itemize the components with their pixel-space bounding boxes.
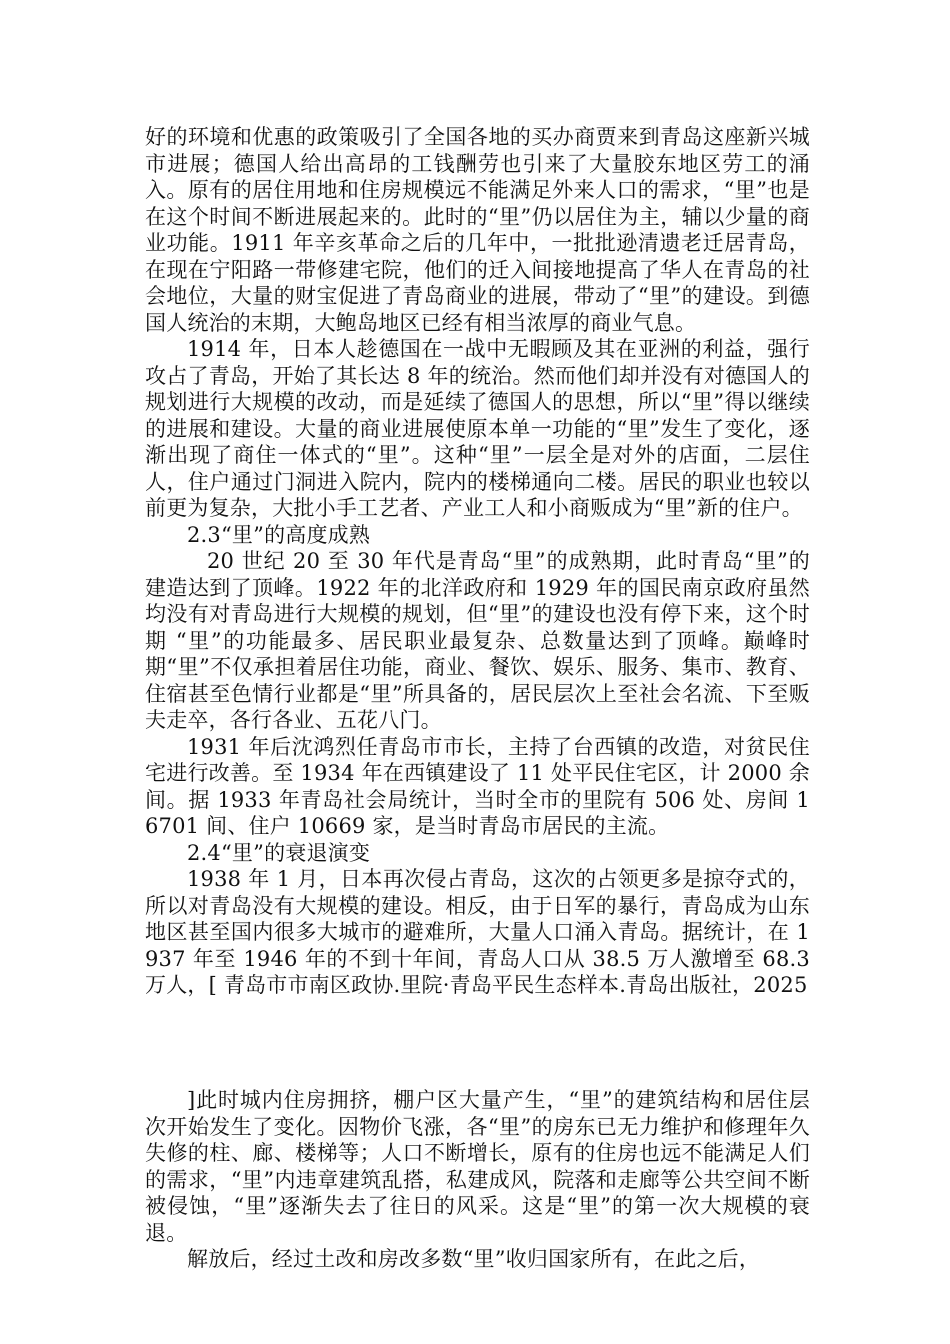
section-heading-2-3: 2.3“里”的高度成熟: [187, 522, 371, 547]
section-heading-2-4: 2.4“里”的衰退演变: [187, 840, 371, 865]
paragraph-shen-honglie: 1931 年后沈鸿烈任青岛市市长，主持了台西镇的改造，对贫民住宅进行改善。至 1934 年在西镇建设了 11 处平民住宅区，计 2000 余间。据 1933 年青岛社会局统计，当时全市的里院有 506 处、房间 16701 间、住户 10669 家，是当时青岛市居民的主流。: [145, 734, 810, 838]
paragraph-1938-occupation: 1938 年 1 月，日本再次侵占青岛，这次的占领更多是掠夺式的，所以对青岛没有大规模的建设。相反，由于日军的暴行，青岛成为山东地区甚至国内很多大城市的避难所，大量人口涌入青岛。据统计，在 1937 年至 1946 年的不到十年间，青岛人口从 38.5 万人激增至 68.3 万人，[ 青岛市市南区政协.里院·青岛平民生态样本.青岛出版社，2025: [145, 867, 810, 997]
body-text-lower: [145, 1087, 810, 1273]
paragraph-maturity-period: 20 世纪 20 至 30 年代是青岛“里”的成熟期，此时青岛“里”的建造达到了顶峰。1922 年的北洋政府和 1929 年的国民南京政府虽然均没有对青岛进行大规模的规划，但“里”的建设也没有停下来，这个时期 “里”的功能最多、居民职业最复杂、总数量达到了顶峰。巅峰时期“里”不仅承担着居住功能，商业、餐饮、娱乐、服务、集市、教育、住宿甚至色情行业都是“里”所具备的，居民层次上至社会名流、下至贩夫走卒，各行各业、五花八门。: [145, 549, 810, 732]
paragraph-housing-crowding: ]此时城内住房拥挤，棚户区大量产生，“里”的建筑结构和居住层次开始发生了变化。因物价飞涨，各“里”的房东已无力维护和修理年久失修的柱、廊、楼梯等；人口不断增长，原有的住房也远不能满足人们的需求，“里”内违章建筑乱搭，私建成风，院落和走廊等公共空间不断被侵蚀，“里”逐渐失去了往日的风采。这是“里”的第一次大规模的衰退。: [145, 1088, 810, 1245]
paragraph-german-era: 好的环境和优惠的政策吸引了全国各地的买办商贾来到青岛这座新兴城市进展；德国人给出高昂的工钱酬劳也引来了大量胶东地区劳工的涌入。原有的居住用地和住房规模远不能满足外来人口的需求，“里”也是在这个时间不断进展起来的。此时的“里”仍以居住为主，辅以少量的商业功能。1911 年辛亥革命之后的几年中，一批批逊清遗老迁居青岛，在现在宁阳路一带修建宅院，他们的迁入间接地提高了华人在青岛的社会地位，大量的财宝促进了青岛商业的进展，带动了“里”的建设。到德国人统治的末期，大鲍岛地区已经有相当浓厚的商业气息。: [145, 125, 810, 335]
body-text-upper: [145, 124, 810, 999]
paragraph-after-liberation: 解放后，经过土改和房改多数“里”收归国家所有，在此之后，: [187, 1247, 761, 1271]
paragraph-japanese-occupation-1914: 1914 年，日本人趁德国在一战中无暇顾及其在亚洲的利益，强行攻占了青岛，开始了其长达 8 年的统治。然而他们却并没有对德国人的规划进行大规模的改动，而是延续了德国人的思想，所以“里”得以继续的进展和建设。大量的商业进展使原本单一功能的“里”发生了变化，逐渐出现了商住一体式的“里”。这种“里”一层全是对外的店面，二层住人，住户通过门洞进入院内，院内的楼梯通向二楼。居民的职业也较以前更为复杂，大批小手工艺者、产业工人和小商贩成为“里”新的住户。: [145, 337, 810, 520]
